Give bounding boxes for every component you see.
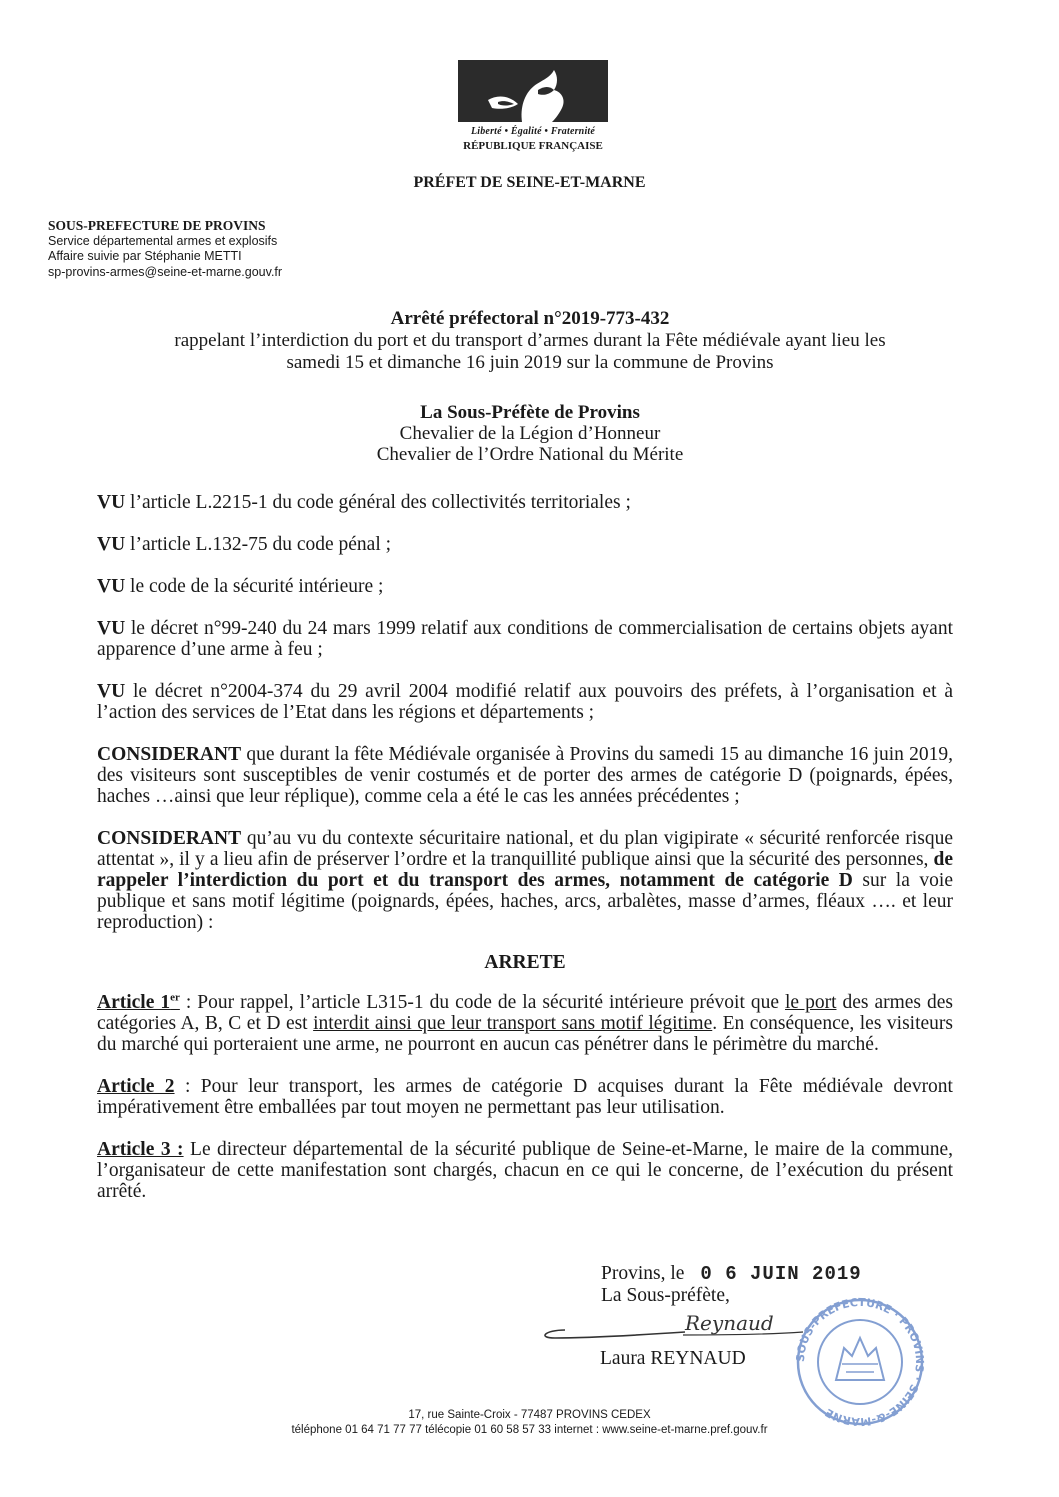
vu-text: l’article L.132-75 du code pénal ; (125, 534, 392, 555)
considerant-text: qu’au vu du contexte sécuritaire national, et du plan vigipirate « sécurité renforcée risque attentat », il y a lieu afin de préserver l’ordre et la tranquillité publique ainsi que la sécurité des personnes, (97, 828, 953, 870)
signatory-honor-1: Chevalier de la Légion d’Honneur (399, 423, 661, 444)
vu-paragraph (97, 576, 953, 597)
considerant-text: sur la voie publique et sans motif légitime (poignards, épées, haches, arcs, arbalètes, masse d’armes, fléaux …. et leur reproduction) : (97, 870, 953, 933)
article-3 (97, 1139, 953, 1202)
vu-paragraph (97, 492, 953, 513)
considerant-paragraph-2 (97, 828, 953, 933)
signer-name: Laura REYNAUD (600, 1348, 746, 1369)
vu-paragraph (97, 618, 953, 660)
vu-lead: VU (97, 576, 126, 597)
article-underlined-text: interdit ainsi que leur transport sans motif légitime (313, 1013, 713, 1034)
arrete-heading (80, 308, 980, 374)
arrete-subject-line1: rappelant l’interdiction du port et du transport d’armes durant la Fête médiévale ayant lieu les (174, 330, 886, 351)
considerant-bold-text: de rappeler l’interdiction du port et du transport des armes, notamment de catégorie D (97, 849, 953, 891)
vu-paragraph (97, 681, 953, 723)
arrete-subject-line2: samedi 15 et dimanche 16 juin 2019 sur la commune de Provins (286, 352, 774, 373)
sender-service: Service départemental armes et explosifs (48, 233, 278, 248)
article-underlined-text: le port (785, 992, 837, 1013)
signatory-honor-2: Chevalier de l’Ordre National du Mérite (376, 444, 684, 465)
vu-lead: VU (97, 681, 126, 702)
sender-contact-person: Affaire suivie par Stéphanie METTI (48, 249, 242, 263)
article-2-label: Article 2 (97, 1076, 175, 1097)
date-stamp: 0 6 JUIN 2019 (700, 1263, 862, 1285)
article-text: des armes des catégories A, B, C et D est (97, 992, 953, 1034)
article-1-label: Article 1er (97, 991, 180, 1013)
signatory-title: La Sous-Préfète de Provins (420, 402, 640, 423)
signature-handwriting: Reynaud (685, 1311, 774, 1335)
arrete-decision-heading: ARRETE (484, 952, 566, 973)
considerant-text: que durant la fête Médiévale organisée à Provins du samedi 15 au dimanche 16 juin 2019, des visiteurs sont susceptibles de venir costumés et de porter des armes de catégorie D (poignards, épées, haches …ainsi que leur réplique), comme cela a été le cas les années précédentes ; (97, 744, 953, 807)
considerant-paragraph-1 (97, 744, 953, 807)
considerant-lead: CONSIDERANT (97, 828, 242, 849)
sender-office: SOUS-PREFECTURE DE PROVINS (48, 218, 266, 233)
vu-text: le décret n°2004-374 du 29 avril 2004 modifié relatif aux pouvoirs des préfets, à l’organisation et à l’action des services de l’Etat dans les régions et départements ; (97, 681, 953, 723)
marianne-logo (458, 60, 608, 152)
republic-motto: Liberté • Égalité • Fraternité (470, 126, 596, 137)
footer-address: 17, rue Sainte-Croix - 77487 PROVINS CEDEX (408, 1409, 651, 1421)
article-2 (97, 1076, 953, 1118)
marianne-emblem (458, 60, 608, 122)
place-label: Provins, le (601, 1263, 685, 1284)
considerant-lead: CONSIDERANT (97, 744, 242, 765)
arrete-number: Arrêté préfectoral n°2019-773-432 (390, 308, 670, 329)
vu-text: l’article L.2215-1 du code général des collectivités territoriales ; (125, 492, 631, 513)
vu-lead: VU (97, 492, 126, 513)
article-text: : Pour leur transport, les armes de catégorie D acquises durant la Fête médiévale devront impérativement être emballées par tout moyen ne permettant pas leur utilisation. (97, 1076, 953, 1118)
vu-lead: VU (97, 618, 126, 639)
signer-role: La Sous-préfète, (601, 1285, 730, 1306)
vu-text: le décret n°99-240 du 24 mars 1999 relatif aux conditions de commercialisation de certains objets ayant apparence d’une arme à feu ; (97, 618, 953, 660)
footer-contacts: téléphone 01 64 71 77 77 télécopie 01 60 58 57 33 internet : www.seine-et-marne.pref.gouv.fr (291, 1424, 768, 1436)
signatory-heading (80, 402, 980, 465)
article-3-label: Article 3 : (97, 1139, 184, 1160)
sender-block (48, 218, 282, 280)
vu-paragraph (97, 534, 953, 555)
article-text: : Pour rappel, l’article L315-1 du code de la sécurité intérieure prévoit que (179, 992, 786, 1013)
article-1 (97, 992, 953, 1055)
vu-lead: VU (97, 534, 126, 555)
seal-text: SOUS-PREFECTURE · PROVINS · SEINE-&-MARNE (793, 1295, 927, 1429)
sender-email: sp-provins-armes@seine-et-marne.gouv.fr (48, 264, 283, 279)
article-text: . En conséquence, les visiteurs du marché qui porteraient une arme, ne pourront en aucun cas pénétrer dans le périmètre du marché. (97, 1013, 954, 1055)
page-footer (0, 1408, 1059, 1438)
republic-name: RÉPUBLIQUE FRANÇAISE (463, 140, 603, 152)
article-text: Le directeur départemental de la sécurité publique de Seine-et-Marne, le maire de la commune, l’organisateur de cette manifestation sont chargés, chacun en ce qui le concerne, de l’exécution du présent arrêté. (97, 1139, 953, 1202)
prefet-title: PRÉFET DE SEINE-ET-MARNE (413, 174, 646, 191)
document-body (97, 492, 953, 1223)
vu-text: le code de la sécurité intérieure ; (125, 576, 384, 597)
